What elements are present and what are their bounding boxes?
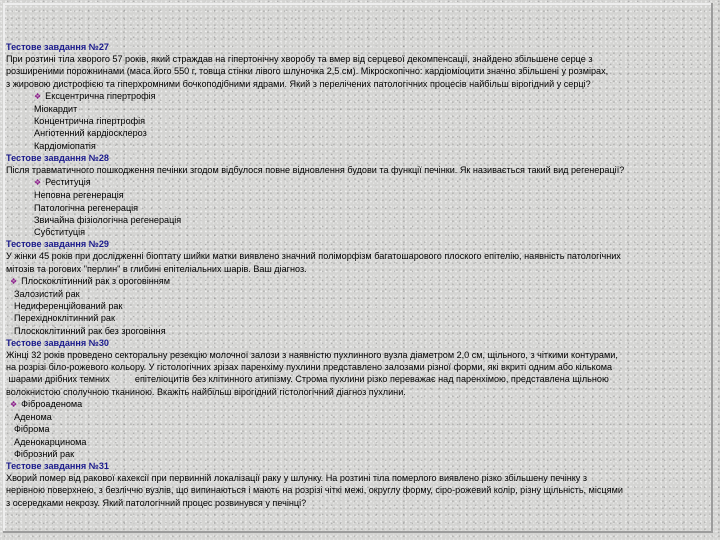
task-30-heading: Тестове завдання №30 bbox=[6, 337, 109, 348]
task-28-question-line-1: Після травматичного пошкодження печінки згодом відбулося повне відновлення будови та функції печінки. Як називається такий вид регенерації? bbox=[6, 165, 625, 176]
task-28-answer: Звичайна фізіологічна регенерація bbox=[34, 214, 182, 225]
task-30-answer: Фіброзний рак bbox=[14, 448, 75, 459]
task-27-question-line-1: При розтині тіла хворого 57 років, який страждав на гіпертонічну хворобу та вмер від серцевої декомпенсації, знайдено збільшене серце з bbox=[6, 54, 593, 65]
task-30-question-line-3: шарами дрібних темних епітеліоцитів без клітинного атипізму. Строма пухлини різко переважає над паренхімою, представлена щільною bbox=[6, 374, 609, 385]
task-27-heading: Тестове завдання №27 bbox=[6, 42, 109, 52]
task-29-answer-correct bbox=[6, 275, 710, 288]
task-29-answer: Плоскоклітинний рак без зроговіння bbox=[14, 325, 166, 336]
task-30-answer: Фіброма bbox=[14, 424, 50, 435]
task-27-question-line-3: з жировою дистрофією та гіперхромними бочкоподібними ядрами. Який з перелічених патологічних процесів найбільш вірогідний у серці? bbox=[6, 78, 591, 89]
task-29-answer: Залозистий рак bbox=[14, 289, 80, 300]
task-31-question-line-2: нерівною поверхнею, з безліччю вузлів, що випинаються і мають на розрізі чіткі межі, округлу форму, сіро-рожевий колір, різну щільність, місцями bbox=[6, 485, 623, 496]
task-29-answer: Недиференційований рак bbox=[14, 301, 123, 312]
diamond-bullet-icon: ❖ bbox=[34, 91, 42, 101]
task-28-heading: Тестове завдання №28 bbox=[6, 152, 109, 163]
task-28-answer: Патологічна регенерація bbox=[34, 202, 139, 213]
task-29-heading: Тестове завдання №29 bbox=[6, 239, 109, 250]
task-30-answer: Аденома bbox=[14, 412, 52, 423]
task-28-answer-correct bbox=[6, 176, 710, 189]
task-27-question-line-2: розширеними порожнинами (маса його 550 г, товща стінки лівого шлуночка 2,5 см). Мікроскопічно: кардіоміоцити значно збільшені у розмірах, bbox=[6, 66, 609, 77]
answer-text: Плоскоклітинний рак з ороговінням bbox=[21, 275, 170, 286]
task-27-answer: Кардіоміопатія bbox=[34, 140, 96, 151]
answer-text: Реституція bbox=[45, 177, 91, 188]
task-30-question-line-1: Жінці 32 років проведено секторальну резекцію молочної залози з наявністю пухлинного вузла діаметром 2,0 см, щільного, з чіткими контурами, bbox=[6, 350, 618, 361]
diamond-bullet-icon: ❖ bbox=[34, 178, 42, 188]
task-28-answer: Субституція bbox=[34, 227, 86, 238]
document-body bbox=[6, 41, 710, 509]
task-27-answer: Міокардит bbox=[34, 104, 78, 115]
task-31-question-line-1: Хворий помер від ракової кахексії при первинній локалізації раку у шлунку. На розтині тіла померлого виявлено різко збільшену печінку з bbox=[6, 473, 588, 484]
task-30-answer: Аденокарцинома bbox=[14, 436, 87, 447]
task-30-question-line-2: на розрізі біло-рожевого кольору. У гістологічних зрізах паренхіму пухлини представлено залозами різної форми, які вкриті одним або кількома bbox=[6, 362, 613, 373]
task-31-heading: Тестове завдання №31 bbox=[6, 460, 109, 471]
answer-text: Фіброаденома bbox=[21, 398, 83, 409]
task-30-question-line-4: волокнистою сполучною тканиною. Вкажіть найбільш вірогідний гістологічний діагноз пухлини. bbox=[6, 386, 406, 397]
task-30-answer-correct bbox=[6, 398, 710, 411]
task-27-answer: Концентрична гіпертрофія bbox=[34, 116, 146, 127]
task-27-answer: Ангіотенний кардіосклероз bbox=[34, 128, 147, 139]
task-28-answer: Неповна регенерація bbox=[34, 190, 124, 201]
task-29-question-line-1: У жінки 45 років при дослідженні біоптату шийки матки виявлено значний поліморфізм багатошарового плоского епітелію, наявність патологічних bbox=[6, 251, 621, 262]
task-27-answer-correct bbox=[6, 90, 710, 103]
task-29-question-line-2: мітозів та рогових "перлин" в глибині епітеліальних шарів. Ваш діагноз. bbox=[6, 263, 307, 274]
task-29-answer: Перехідноклітинний рак bbox=[14, 313, 115, 324]
answer-text: Ексцентрична гіпертрофія bbox=[45, 90, 156, 101]
diamond-bullet-icon: ❖ bbox=[10, 399, 18, 409]
task-31-question-line-3: з осередками некрозу. Який патологічний процес розвинувся у печінці? bbox=[6, 497, 307, 508]
diamond-bullet-icon: ❖ bbox=[10, 276, 18, 286]
